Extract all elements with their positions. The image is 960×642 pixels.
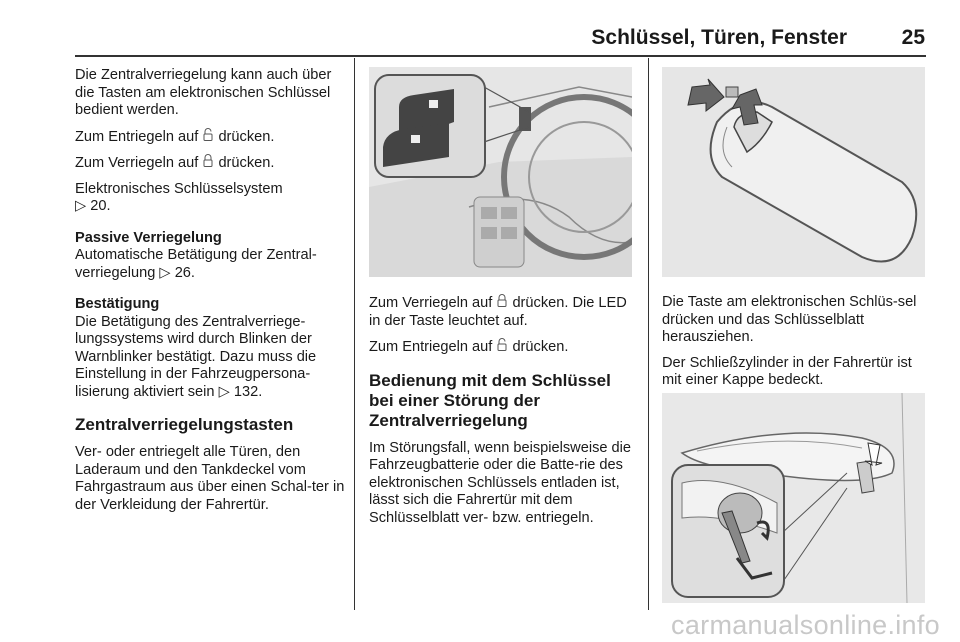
buttons-body: Ver- oder entriegelt alle Türen, den Laderaum und den Tankdeckel vom Fahrgastraum aus über einen Schal-ter in der Verkleidung der Fahrertür. (75, 444, 345, 513)
watermark: carmanualsonline.info (671, 610, 940, 640)
unlock-text-pre: Zum Entriegeln auf (75, 128, 199, 145)
unlock-text-post: drücken. (218, 128, 275, 145)
unlocked-padlock-icon (202, 128, 214, 146)
reference-page: 20. (90, 198, 111, 214)
unlocked-padlock-icon (496, 338, 508, 356)
header-rule (75, 55, 926, 57)
confirm-page: 132. (233, 383, 263, 400)
lock-text-post: drücken. (218, 155, 275, 171)
locked-padlock-icon (496, 294, 508, 312)
lock-text-pre: Zum Verriegeln auf (75, 155, 199, 171)
arrow-icon: ▷ (159, 264, 171, 281)
page-title: Schlüssel, Türen, Fenster (591, 26, 847, 49)
passive-heading: Passive Verriegelung (75, 229, 222, 246)
column-1 (75, 67, 345, 522)
key-illustration (662, 67, 925, 277)
confirm-text: Die Betätigung des Zentralverriege-lungssystems wird durch Blinken der Warnblinker bestätigt. Dazu muss die Einstellung in der Fahrzeugpersona-lisierung aktiviert sein (75, 313, 317, 400)
section-confirmation (75, 296, 345, 401)
col2-lock-text-pre: Zum Verriegeln auf (369, 295, 493, 311)
fault-heading: Bedienung mit dem Schlüssel bei einer Störung der Zentralverriegelung (369, 370, 611, 430)
fault-body: Im Störungsfall, wenn beispielsweise die Fahrzeugbatterie oder die Batte-rie des elektronischen Schlüssels entladen ist, lässt sich die Fahrertür mit dem Schlüsselblatt ver- bzw. entriegeln. (369, 439, 632, 526)
passive-text: Automatische Betätigung der Zentral-verriegelung (75, 247, 317, 281)
intro-paragraph: Die Zentralverriegelung kann auch über die Tasten am elektronischen Schlüssel bedient werden. (75, 67, 332, 118)
buttons-heading: Zentralverriegelungstasten (75, 415, 294, 434)
confirm-heading: Bestätigung (75, 296, 160, 312)
locked-padlock-icon (202, 154, 214, 172)
column-2 (369, 294, 634, 535)
door-switch-illustration (369, 67, 632, 277)
key-instruction: Die Taste am elektronischen Schlüs-sel drücken und das Schlüsselblatt herausziehen. (662, 294, 917, 345)
column-divider-2 (648, 58, 649, 610)
col2-unlock-text-post: drücken. (512, 339, 569, 355)
col2-lock-instruction (369, 294, 634, 330)
reference-text: Elektronisches Schlüsselsystem (75, 180, 283, 197)
cross-reference-electronic-key[interactable] (75, 181, 345, 216)
page-number: 25 (901, 26, 925, 49)
arrow-icon: ▷ (75, 198, 87, 214)
section-fault-operation (369, 371, 634, 528)
unlock-instruction (75, 128, 345, 147)
section-central-lock-buttons (75, 415, 345, 514)
col2-unlock-text-pre: Zum Entriegeln auf (369, 339, 493, 355)
col2-unlock-instruction (369, 338, 634, 357)
passive-page: 26. (174, 264, 195, 281)
cylinder-note: Der Schließzylinder in der Fahrertür ist mit einer Kappe bedeckt. (662, 354, 912, 388)
passive-body (75, 247, 345, 282)
door-handle-illustration (662, 393, 925, 603)
col2-lock-text-post: drücken. Die LED in der Taste leuchtet auf. (369, 295, 627, 329)
confirm-body (75, 314, 345, 402)
page-header (75, 26, 925, 52)
column-3 (662, 294, 927, 398)
arrow-icon: ▷ (218, 383, 230, 400)
lock-instruction (75, 154, 345, 173)
column-divider-1 (354, 58, 355, 610)
section-passive-locking (75, 230, 345, 283)
